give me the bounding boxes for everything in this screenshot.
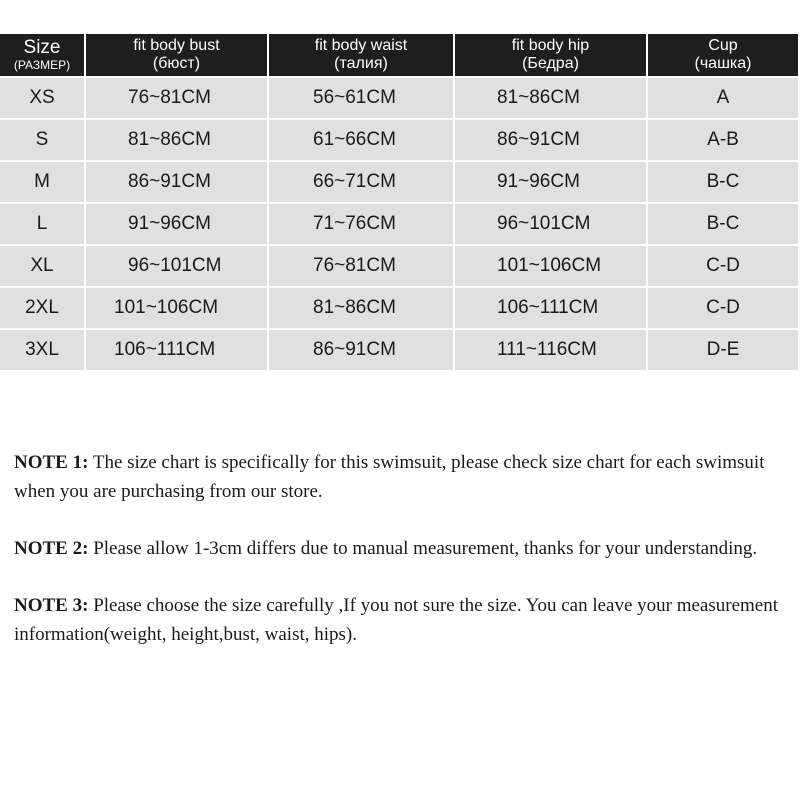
header-bust-sublabel: (бюст): [152, 55, 201, 72]
table-row: [0, 160, 798, 202]
waist-cell: 66~71CM: [269, 160, 455, 202]
header-waist-sublabel: (талия): [334, 55, 388, 72]
cup-cell: B-C: [648, 160, 798, 202]
bust-cell: 96~101CM: [86, 244, 269, 286]
cup-cell: B-C: [648, 202, 798, 244]
bust-cell: 106~111CM: [86, 328, 269, 370]
hip-cell: 101~106CM: [455, 244, 648, 286]
header-waist-label: fit body waist: [314, 37, 408, 55]
header-size-sublabel: (РАЗМЕР): [13, 57, 71, 72]
hip-cell: 91~96CM: [455, 160, 648, 202]
cup-cell: C-D: [648, 244, 798, 286]
hip-cell: 86~91CM: [455, 118, 648, 160]
header-hip-sublabel: (Бедра): [522, 55, 579, 72]
note-1-text: The size chart is specifically for this swimsuit, please check size chart for each swimsuit when you are purchasing from our store.: [14, 452, 765, 502]
bust-cell: 91~96CM: [86, 202, 269, 244]
cup-cell: A-B: [648, 118, 798, 160]
size-cell: 3XL: [0, 328, 86, 370]
header-cup-sublabel: (чашка): [694, 55, 752, 72]
note-3: [14, 591, 794, 649]
header-hip: [455, 34, 648, 76]
note-3-label: NOTE 3:: [14, 595, 89, 616]
hip-cell: 106~111CM: [455, 286, 648, 328]
size-cell: XL: [0, 244, 86, 286]
waist-cell: 61~66CM: [269, 118, 455, 160]
size-cell: S: [0, 118, 86, 160]
table-row: [0, 328, 798, 370]
waist-cell: 56~61CM: [269, 76, 455, 118]
table-row: [0, 76, 798, 118]
waist-cell: 86~91CM: [269, 328, 455, 370]
note-3-text: Please choose the size carefully ,If you not sure the size. You can leave your measurement information(weight, height,bust, waist, hips).: [14, 595, 779, 645]
waist-cell: 76~81CM: [269, 244, 455, 286]
note-1-label: NOTE 1:: [14, 452, 89, 473]
bust-cell: 81~86CM: [86, 118, 269, 160]
header-cup: [648, 34, 798, 76]
cup-cell: C-D: [648, 286, 798, 328]
hip-cell: 111~116CM: [455, 328, 648, 370]
table-row: [0, 244, 798, 286]
header-waist: [269, 34, 455, 76]
cup-cell: D-E: [648, 328, 798, 370]
note-1: [14, 448, 794, 506]
size-cell: M: [0, 160, 86, 202]
header-bust-label: fit body bust: [133, 37, 220, 55]
table-row: [0, 286, 798, 328]
size-chart-table: [0, 34, 798, 370]
header-bust: [86, 34, 269, 76]
size-cell: XS: [0, 76, 86, 118]
waist-cell: 81~86CM: [269, 286, 455, 328]
table-row: [0, 202, 798, 244]
hip-cell: 81~86CM: [455, 76, 648, 118]
waist-cell: 71~76CM: [269, 202, 455, 244]
hip-cell: 96~101CM: [455, 202, 648, 244]
cup-cell: A: [648, 76, 798, 118]
table-row: [0, 118, 798, 160]
bust-cell: 101~106CM: [86, 286, 269, 328]
header-cup-label: Cup: [708, 37, 738, 55]
bust-cell: 86~91CM: [86, 160, 269, 202]
header-size: [0, 34, 86, 76]
header-size-label: Size: [23, 36, 61, 58]
header-hip-label: fit body hip: [511, 37, 590, 55]
bust-cell: 76~81CM: [86, 76, 269, 118]
size-cell: 2XL: [0, 286, 86, 328]
notes-section: [14, 448, 794, 677]
note-2: [14, 534, 794, 563]
note-2-text: Please allow 1-3cm differs due to manual measurement, thanks for your understanding.: [88, 538, 758, 559]
note-2-label: NOTE 2:: [14, 538, 89, 559]
size-cell: L: [0, 202, 86, 244]
table-header-row: [0, 34, 798, 76]
